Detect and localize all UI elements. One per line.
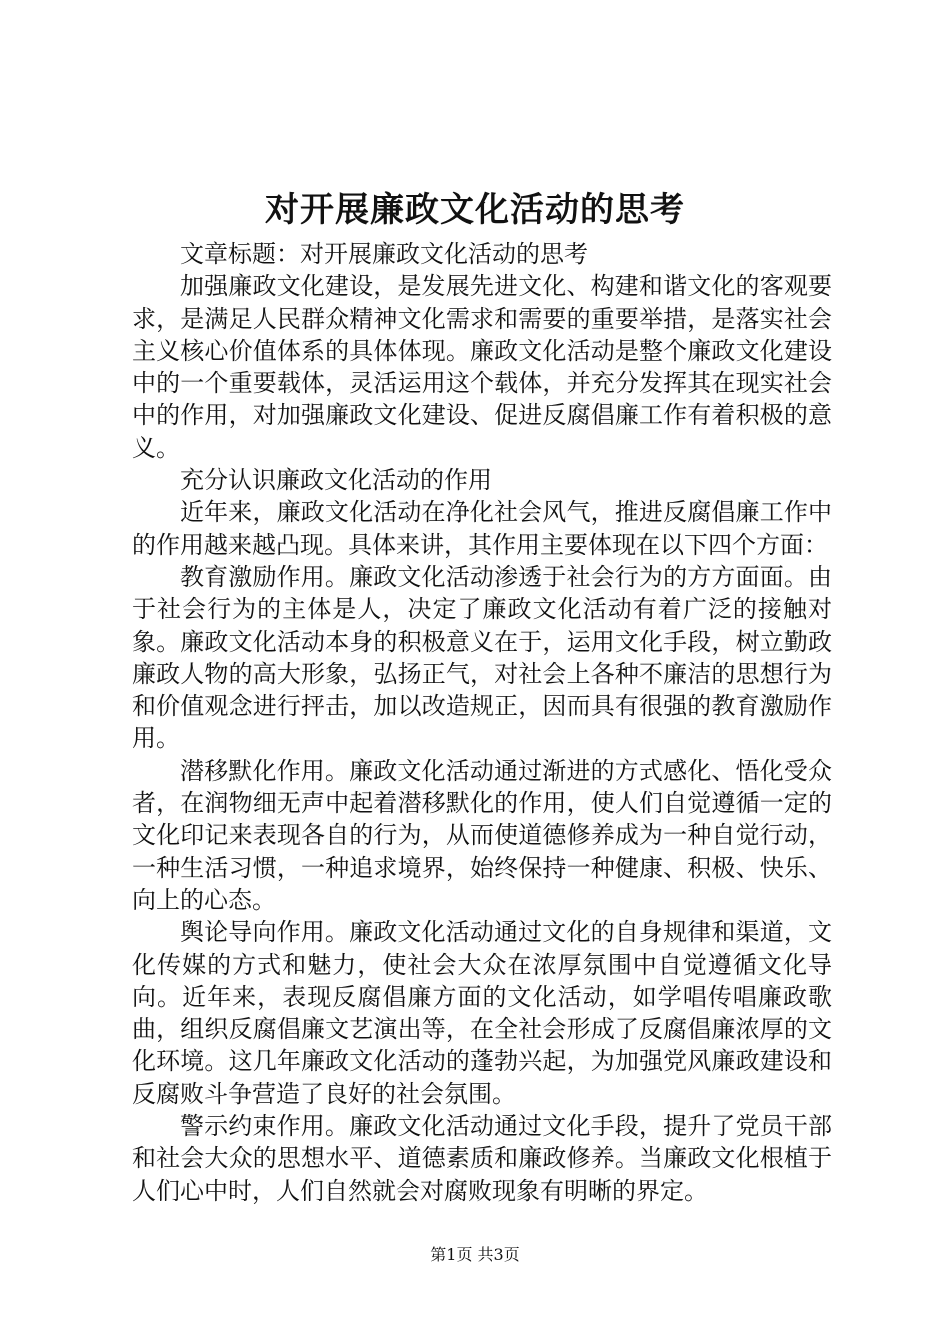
page-number: 第1页 共3页	[430, 1245, 520, 1264]
article-title-line: 文章标题：对开展廉政文化活动的思考	[180, 240, 588, 268]
paragraph-overview: 近年来，廉政文化活动在净化社会风气，推进反腐倡廉工作中的作用越来越凸现。具体来讲，其作用主要体现在以下四个方面：	[132, 498, 832, 559]
paragraph-education: 教育激励作用。廉政文化活动渗透于社会行为的方方面面。由于社会行为的主体是人，决定了廉政文化活动有着广泛的接触对象。廉政文化活动本身的积极意义在于，运用文化手段，树立勤政廉政人物的高大形象，弘扬正气，对社会上各种不廉洁的思想行为和价值观念进行抨击，加以改造规正，因而具有很强的教育激励作用。	[132, 562, 832, 753]
paragraph-guidance: 舆论导向作用。廉政文化活动通过文化的自身规律和渠道，文化传媒的方式和魅力，使社会大众在浓厚氛围中自觉遵循文化导向。近年来，表现反腐倡廉方面的文化活动，如学唱传唱廉政歌曲，组织反腐倡廉文艺演出等，在全社会形成了反腐倡廉浓厚的文化环境。这几年廉政文化活动的蓬勃兴起，为加强党风廉政建设和反腐败斗争营造了良好的社会氛围。	[132, 918, 832, 1108]
document-body	[132, 238, 832, 1207]
page-footer	[0, 1244, 950, 1266]
document-title: 对开展廉政文化活动的思考	[265, 190, 685, 230]
paragraph-intro: 加强廉政文化建设，是发展先进文化、构建和谐文化的客观要求，是满足人民群众精神文化需求和需要的重要举措，是落实社会主义核心价值体系的具体体现。廉政文化活动是整个廉政文化建设中的一个重要载体，灵活运用这个载体，并充分发挥其在现实社会中的作用，对加强廉政文化建设、促进反腐倡廉工作有着积极的意义。	[132, 272, 832, 462]
section-heading: 充分认识廉政文化活动的作用	[180, 466, 492, 495]
paragraph-influence: 潜移默化作用。廉政文化活动通过渐进的方式感化、悟化受众者，在润物细无声中起着潜移默化的作用，使人们自觉遵循一定的文化印记来表现各自的行为，从而使道德修养成为一种自觉行动，一种生活习惯，一种追求境界，始终保持一种健康、积极、快乐、向上的心态。	[132, 756, 832, 914]
paragraph-warning: 警示约束作用。廉政文化活动通过文化手段，提升了党员干部和社会大众的思想水平、道德素质和廉政修养。当廉政文化根植于人们心中时，人们自然就会对腐败现象有明晰的界定。	[132, 1112, 832, 1205]
